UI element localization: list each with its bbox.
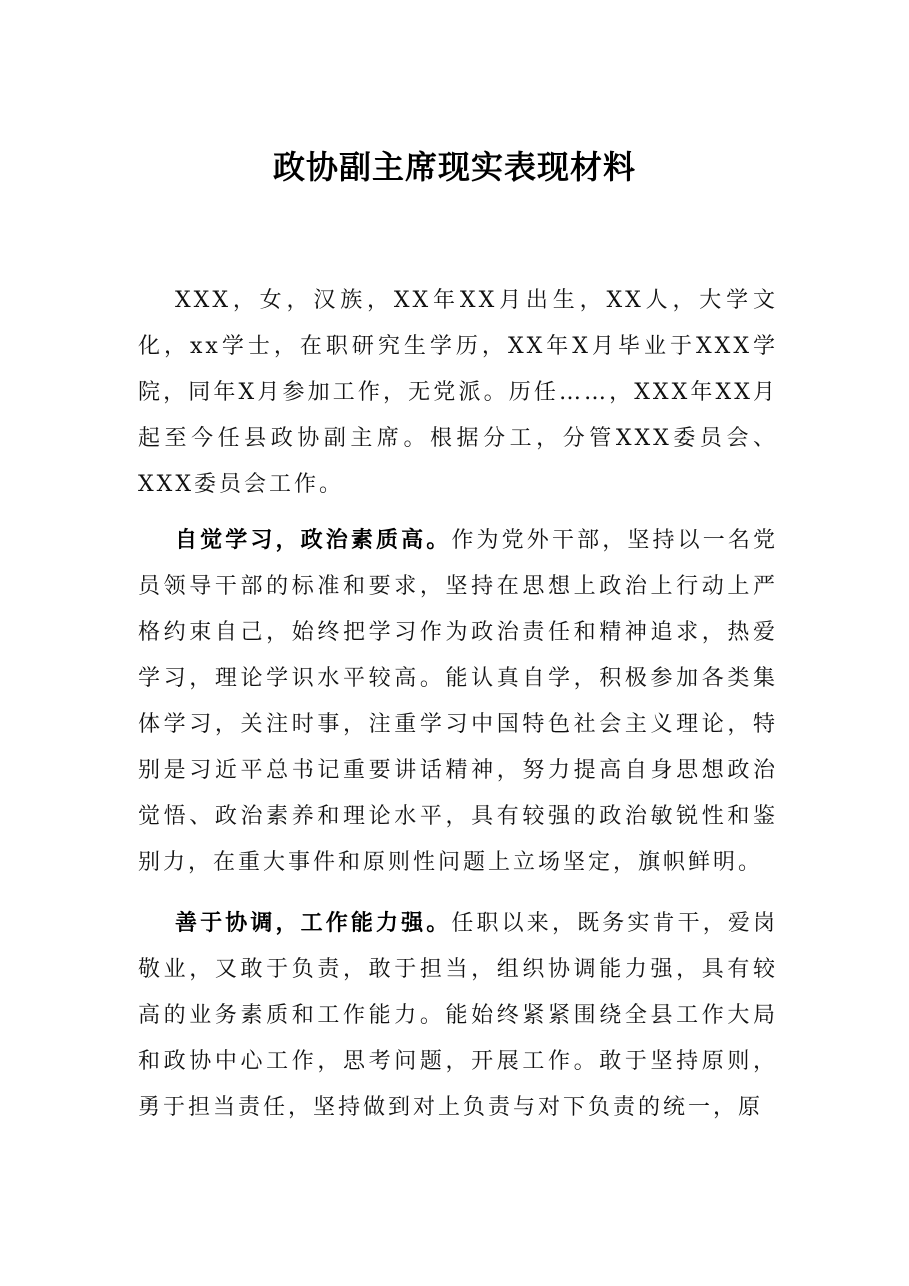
paragraph-text: XXX，女，汉族，XX年XX月出生，XX人，大学文化，xx学士，在职研究生学历，XX年X月毕业于XXX学院，同年X月参加工作，无党派。历任……，XXX年XX月起至今任县政协副主席。根据分工，分管XXX委员会、XXX委员会工作。: [138, 288, 778, 497]
paragraph-work-ability: [138, 900, 778, 1131]
paragraph-text: 作为党外干部，坚持以一名党员领导干部的标准和要求，坚持在思想上政治上行动上严格约束自己，始终把学习作为政治责任和精神追求，热爱学习，理论学识水平较高。能认真自学，积极参加各类集体学习，关注时事，注重学习中国特色社会主义理论，特别是习近平总书记重要讲话精神，努力提高自身思想政治觉悟、政治素养和理论水平，具有较强的政治敏锐性和鉴别力，在重大事件和原则性问题上立场坚定，旗帜鲜明。: [138, 528, 778, 875]
document-title: 政协副主席现实表现材料: [272, 148, 636, 186]
paragraph-lead-heading: 自觉学习，政治素质高。: [175, 527, 452, 553]
paragraph-lead-heading: 善于协调，工作能力强。: [175, 910, 452, 936]
paragraph-text: 任职以来，既务实肯干，爱岗敬业，又敢于负责，敢于担当，组织协调能力强，具有较高的业务素质和工作能力。能始终紧紧围绕全县工作大局和政协中心工作，思考问题，开展工作。敢于坚持原则，勇于担当责任，坚持做到对上负责与对下负责的统一，原: [138, 911, 778, 1120]
paragraph-political-quality: [138, 517, 778, 886]
paragraph-bio: [138, 278, 778, 508]
